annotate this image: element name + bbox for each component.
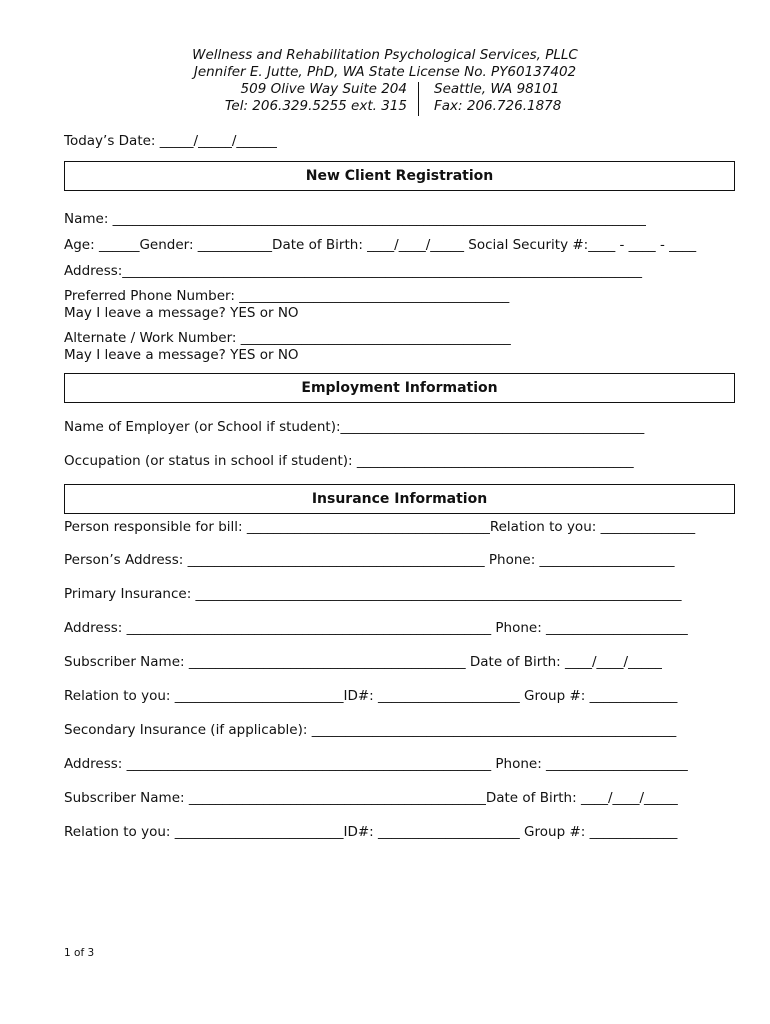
primary-insurance-field[interactable]: Primary Insurance: ________________________________________________________________________	[64, 586, 682, 602]
secondary-insurance-field[interactable]: Secondary Insurance (if applicable): ______________________________________________________	[64, 722, 677, 738]
tel: Tel: 206.329.5255 ext. 315	[224, 98, 407, 114]
address-city: Seattle, WA 98101	[434, 81, 560, 97]
header-divider	[418, 82, 419, 116]
fax: Fax: 206.726.1878	[434, 98, 562, 114]
occupation-field[interactable]: Occupation (or status in school if student): _________________________________________	[64, 453, 634, 469]
employer-field[interactable]: Name of Employer (or School if student):_____________________________________________	[64, 419, 645, 435]
provider-line: Jennifer E. Jutte, PhD, WA State License No. PY60137402	[193, 64, 577, 80]
alternate-message-permission[interactable]: May I leave a message? YES or NO	[64, 347, 299, 363]
secondary-relation-id-group-field[interactable]: Relation to you: _________________________ID#: _____________________ Group #: _____________	[64, 824, 678, 840]
primary-relation-id-group-field[interactable]: Relation to you: _________________________ID#: _____________________ Group #: _____________	[64, 688, 678, 704]
alternate-phone-field[interactable]: Alternate / Work Number: ________________________________________	[64, 330, 511, 346]
insurance-heading: Insurance Information	[64, 484, 735, 514]
preferred-phone-field[interactable]: Preferred Phone Number: ________________________________________	[64, 288, 510, 304]
new-client-heading: New Client Registration	[64, 161, 735, 191]
page-number: 1 of 3	[64, 947, 95, 959]
client-address-field[interactable]: Address:_____________________________________________________________________________	[64, 263, 643, 279]
primary-address-field[interactable]: Address: ______________________________________________________ Phone: _____________________	[64, 620, 688, 636]
org-name: Wellness and Rehabilitation Psychological Services, PLLC	[192, 47, 578, 63]
secondary-address-field[interactable]: Address: ______________________________________________________ Phone: _____________________	[64, 756, 688, 772]
preferred-message-permission[interactable]: May I leave a message? YES or NO	[64, 305, 299, 321]
todays-date-field[interactable]: Today’s Date: _____/_____/______	[64, 133, 277, 149]
address-street: 509 Olive Way Suite 204	[240, 81, 407, 97]
secondary-subscriber-field[interactable]: Subscriber Name: ____________________________________________Date of Birth: ____/____/_____	[64, 790, 678, 806]
responsible-address-field[interactable]: Person’s Address: ____________________________________________ Phone: ____________________	[64, 552, 675, 568]
responsible-party-field[interactable]: Person responsible for bill: ____________________________________Relation to you: ______________	[64, 519, 696, 535]
age-gender-dob-ssn-field[interactable]: Age: ______Gender: ___________Date of Birth: ____/____/_____ Social Security #:____ - ____ - ____	[64, 237, 697, 253]
name-field[interactable]: Name: _______________________________________________________________________________	[64, 211, 646, 227]
primary-subscriber-field[interactable]: Subscriber Name: _________________________________________ Date of Birth: ____/____/_____	[64, 654, 662, 670]
employment-heading: Employment Information	[64, 373, 735, 403]
